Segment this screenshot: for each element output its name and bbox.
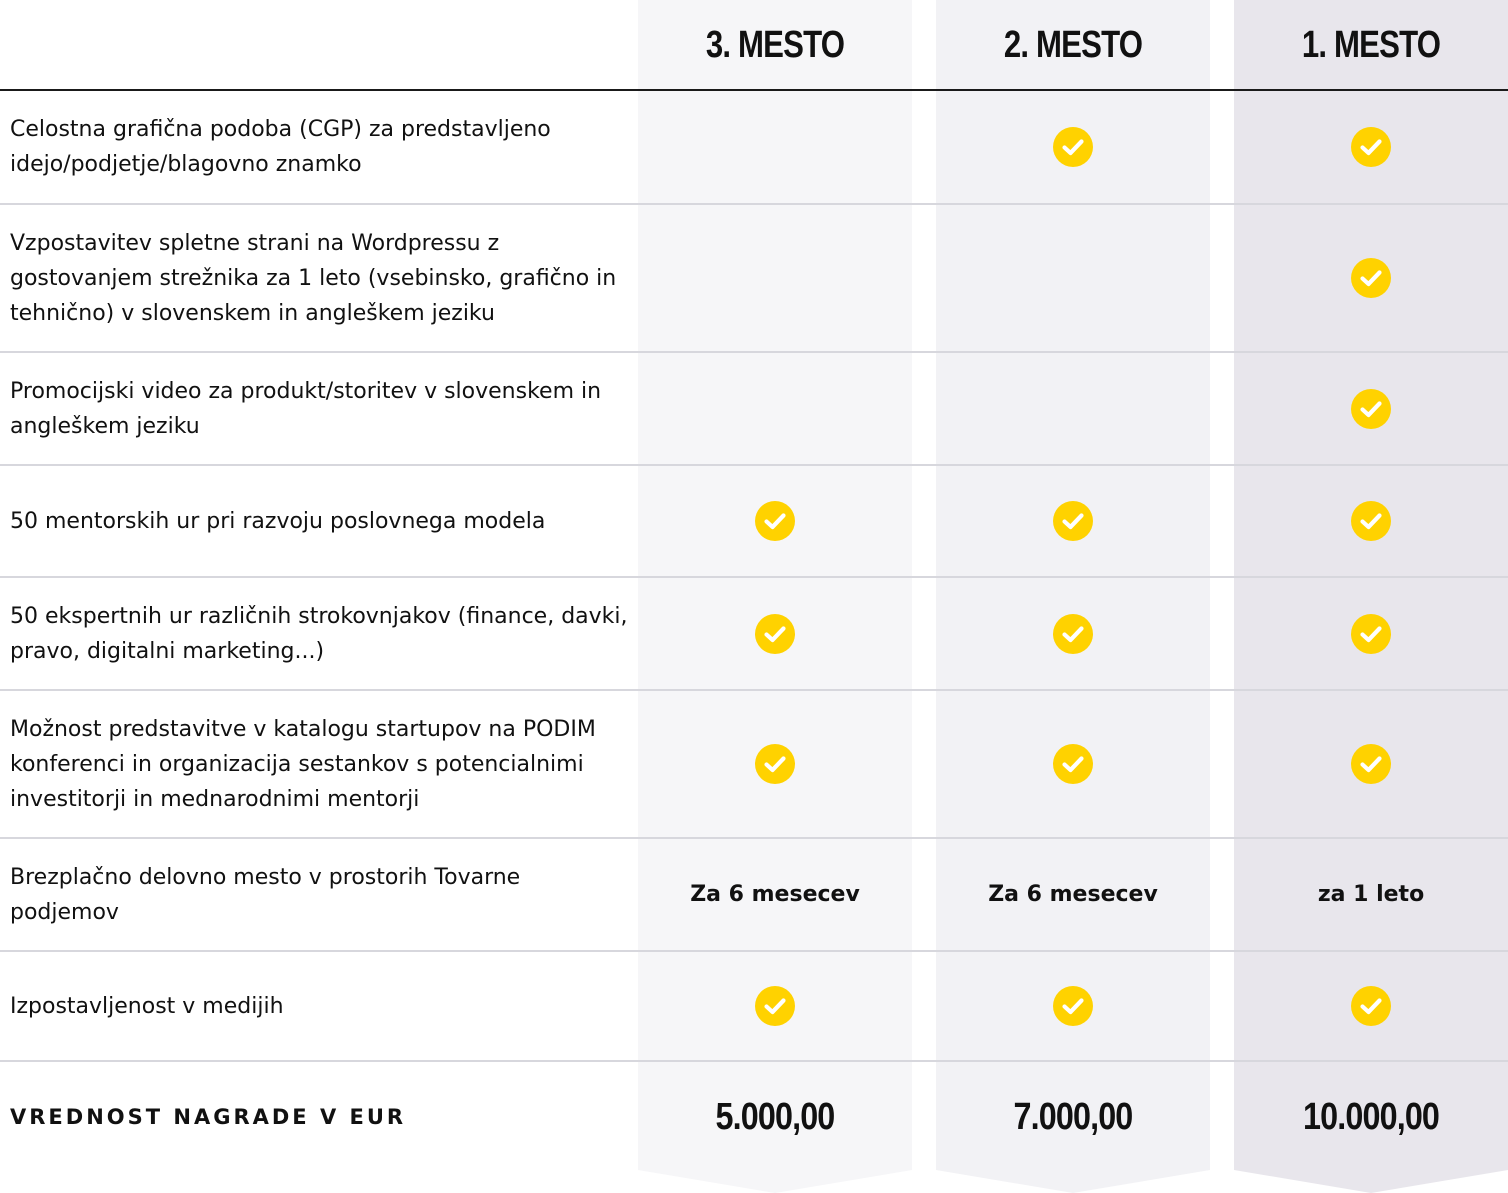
feature-label: Možnost predstavitve v katalogu startupov na PODIM konferenci in organizacija sestankov s potencialnimi investitorji in mednarodnimi mentorji	[10, 716, 596, 812]
cell-place2	[936, 839, 1210, 950]
feature-label: Izpostavljenost v medijih	[10, 993, 284, 1019]
cell-place2	[936, 205, 1210, 351]
check-icon	[1351, 744, 1391, 784]
cell-place2	[936, 353, 1210, 464]
check-icon	[1351, 127, 1391, 167]
check-icon	[755, 744, 795, 784]
cell-place3	[638, 91, 912, 203]
cell-place2	[936, 466, 1210, 576]
header-3rd-place: 3. MESTO	[705, 23, 845, 66]
total-place1	[1234, 1062, 1508, 1172]
check-icon	[755, 614, 795, 654]
cell-place3	[638, 691, 912, 837]
cell-place3	[638, 578, 912, 689]
feature-label: 50 mentorskih ur pri razvoju poslovnega modela	[10, 508, 546, 534]
feature-label: Vzpostavitev spletne strani na Wordpressu z gostovanjem strežnika za 1 leto (vsebinsko, grafično in tehnično) v slovenskem in angleškem jeziku	[10, 230, 617, 326]
header-2nd-place: 2. MESTO	[1003, 23, 1143, 66]
prize-value: 7.000,00	[1013, 1095, 1133, 1138]
total-place3	[638, 1062, 912, 1172]
cell-place3	[638, 839, 912, 950]
cell-place1	[1234, 578, 1508, 689]
cell-place2	[936, 91, 1210, 203]
check-icon	[1053, 614, 1093, 654]
check-icon	[1351, 614, 1391, 654]
header-1st-place: 1. MESTO	[1301, 23, 1441, 66]
cell-place2	[936, 691, 1210, 837]
cell-place3	[638, 952, 912, 1060]
cell-text: Za 6 mesecev	[988, 882, 1158, 907]
cell-text: za 1 leto	[1317, 882, 1425, 907]
prize-value: 5.000,00	[715, 1095, 835, 1138]
check-icon	[1351, 389, 1391, 429]
feature-label: Celostna grafična podoba (CGP) za predstavljeno idejo/podjetje/blagovno znamko	[10, 117, 551, 177]
check-icon	[1351, 501, 1391, 541]
feature-label: Promocijski video za produkt/storitev v slovenskem in angleškem jeziku	[10, 378, 602, 439]
cell-place2	[936, 578, 1210, 689]
cell-place1	[1234, 466, 1508, 576]
check-icon	[1053, 986, 1093, 1026]
cell-place3	[638, 205, 912, 351]
cell-text: Za 6 mesecev	[690, 882, 860, 907]
feature-label: Brezplačno delovno mesto v prostorih Tovarne podjemov	[10, 864, 521, 925]
check-icon	[1351, 258, 1391, 298]
check-icon	[755, 986, 795, 1026]
cell-place1	[1234, 91, 1508, 203]
cell-place3	[638, 466, 912, 576]
cell-place2	[936, 952, 1210, 1060]
total-label: VREDNOST NAGRADE V EUR	[10, 1104, 407, 1129]
prize-value: 10.000,00	[1302, 1095, 1440, 1138]
check-icon	[1053, 127, 1093, 167]
cell-place1	[1234, 839, 1508, 950]
check-icon	[1053, 744, 1093, 784]
cell-place1	[1234, 952, 1508, 1060]
feature-label: 50 ekspertnih ur različnih strokovnjakov (finance, davki, pravo, digitalni marketing...)	[10, 603, 628, 664]
cell-place1	[1234, 691, 1508, 837]
check-icon	[755, 501, 795, 541]
check-icon	[1053, 501, 1093, 541]
cell-place1	[1234, 205, 1508, 351]
cell-place3	[638, 353, 912, 464]
total-place2	[936, 1062, 1210, 1172]
check-icon	[1351, 986, 1391, 1026]
cell-place1	[1234, 353, 1508, 464]
